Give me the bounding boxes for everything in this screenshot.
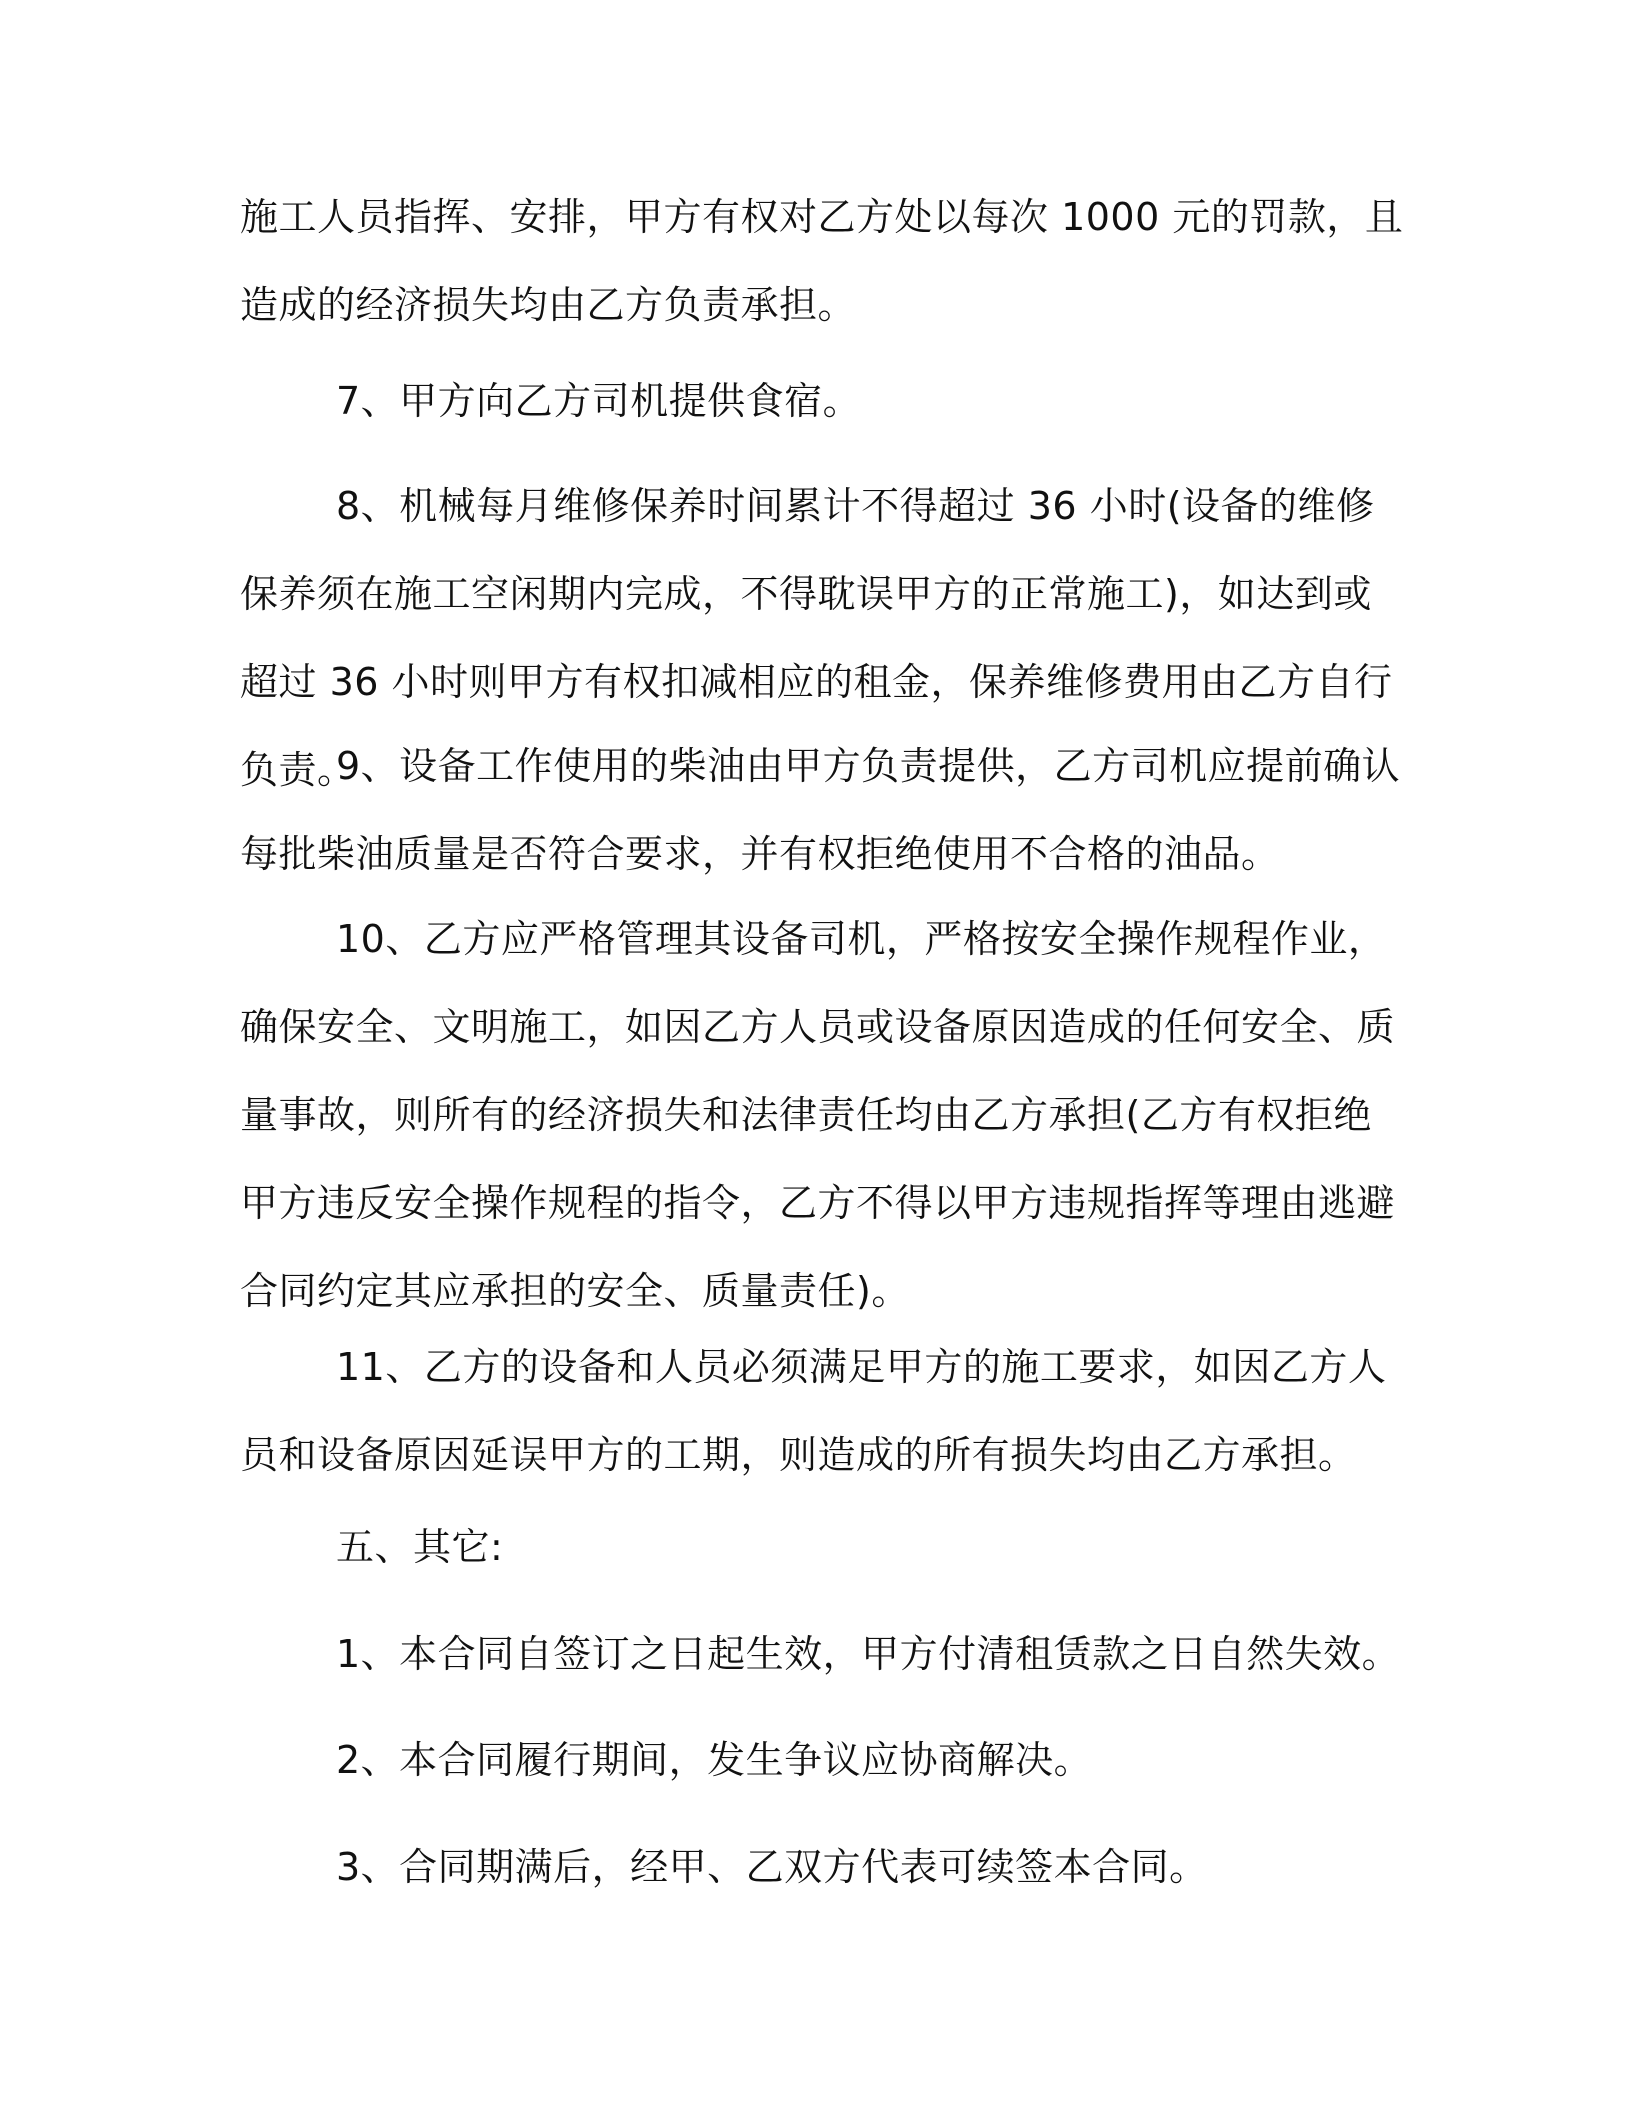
clause-8: 8、机械每月维修保养时间累计不得超过 36 小时(设备的维修保养须在施工空闲期内完成，不得耽误甲方的正常施工)，如达到或超过 36 小时则甲方有权扣减相应的租金，保养维修费用由乙方自行负责。 [240, 484, 1393, 792]
other-clause-3: 3、合同期满后，经甲、乙双方代表可续签本合同。 [336, 1845, 1208, 1889]
clause-9: 9、设备工作使用的柴油由甲方负责提供，乙方司机应提前确认每批柴油质量是否符合要求，并有权拒绝使用不合格的油品。 [240, 744, 1401, 876]
other-clause-1: 1、本合同自签订之日起生效，甲方付清租赁款之日自然失效。 [336, 1632, 1401, 1676]
paragraph-continuation: 施工人员指挥、安排，甲方有权对乙方处以每次 1000 元的罚款，且造成的经济损失均由乙方负责承担。 [240, 195, 1404, 327]
clause-11: 11、乙方的设备和人员必须满足甲方的施工要求，如因乙方人员和设备原因延误甲方的工期，则造成的所有损失均由乙方承担。 [240, 1345, 1387, 1477]
section-five-heading: 五、其它: [336, 1525, 504, 1569]
clause-7: 7、甲方向乙方司机提供食宿。 [336, 379, 862, 423]
other-clause-2: 2、本合同履行期间，发生争议应协商解决。 [336, 1738, 1093, 1782]
clause-10: 10、乙方应严格管理其设备司机，严格按安全操作规程作业，确保安全、文明施工，如因乙方人员或设备原因造成的任何安全、质量事故，则所有的经济损失和法律责任均由乙方承担(乙方有权拒绝甲方违反安全操作规程的指令，乙方不得以甲方违规指挥等理由逃避合同约定其应承担的安全、质量责任)。 [240, 917, 1396, 1313]
